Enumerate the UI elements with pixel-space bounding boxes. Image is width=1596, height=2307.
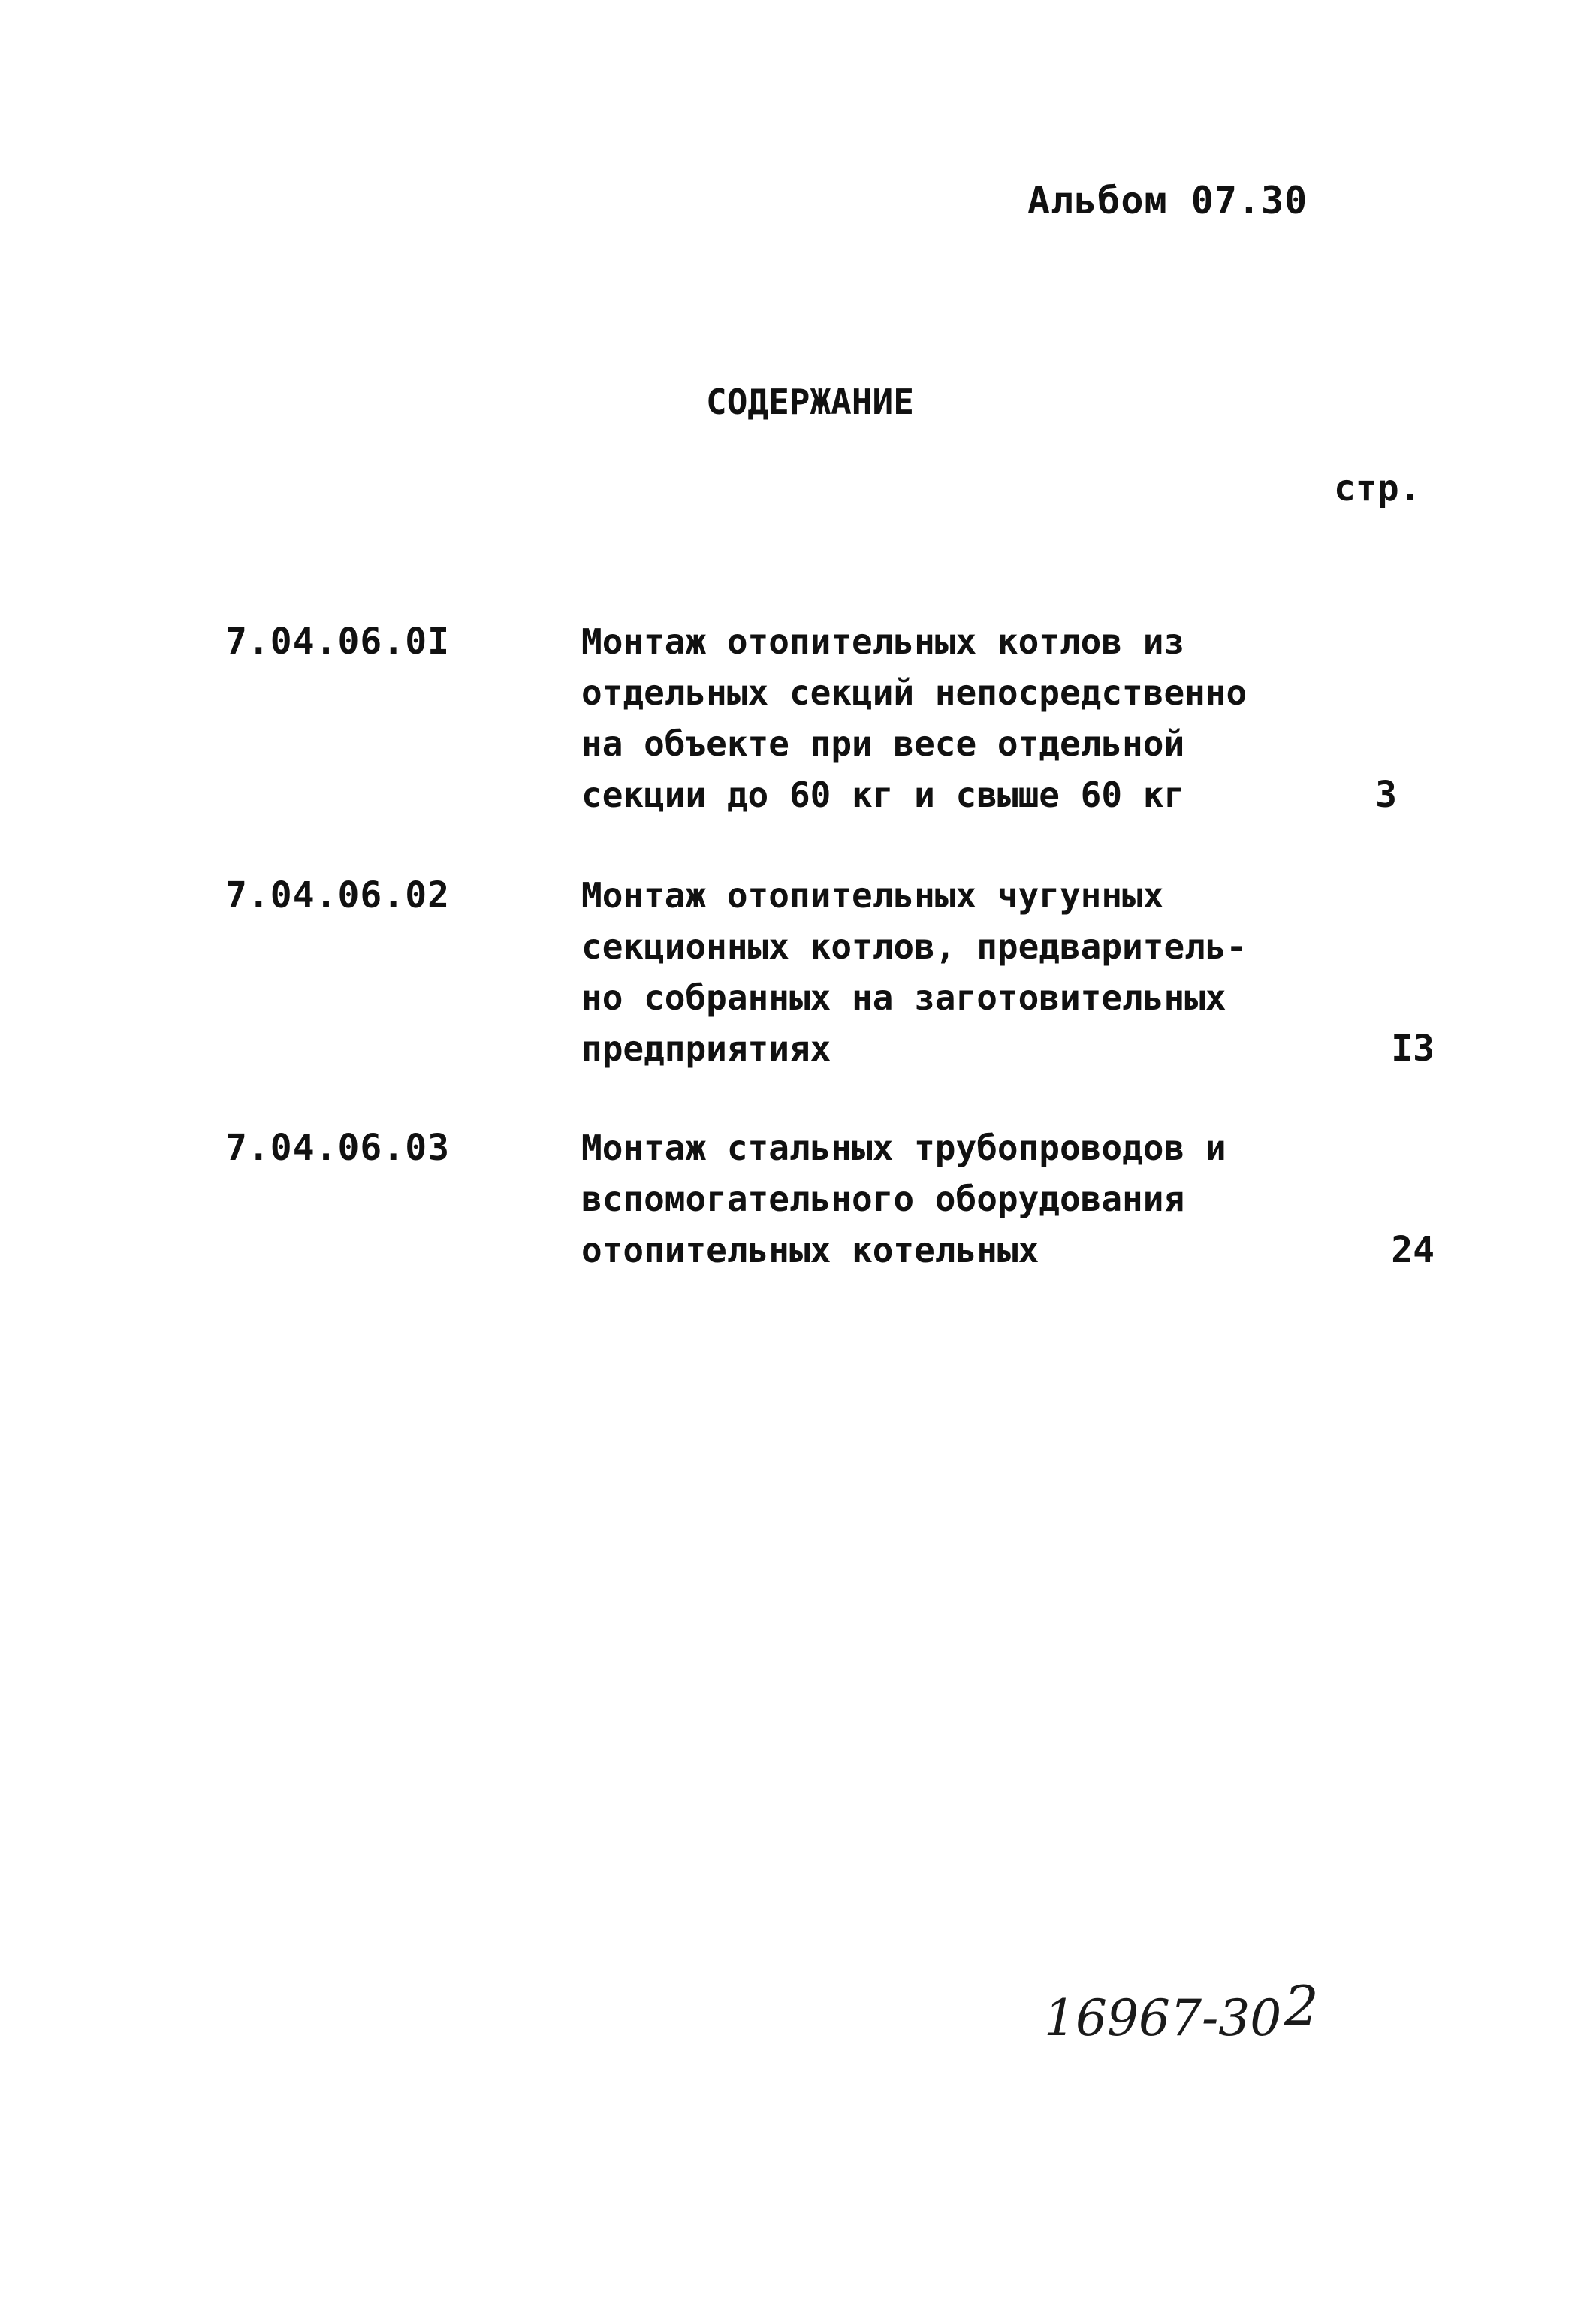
entry-title-line: но собранных на заготовительных: [581, 977, 1226, 1018]
entry-title: [581, 1122, 1340, 1276]
entry-title-line: на объекте при весе отдельной: [581, 723, 1185, 764]
entry-title-line: вспомогательного оборудования: [581, 1179, 1185, 1219]
entry-title-line: секционных котлов, предваритель-: [581, 926, 1248, 967]
entry-page-number: 3: [1375, 774, 1397, 816]
entry-title-line: Монтаж отопительных чугунных: [581, 875, 1164, 916]
entry-title-line: отдельных секций непосредственно: [581, 672, 1248, 713]
entry-title-line: секции до 60 кг и свыше 60 кг: [581, 775, 1185, 815]
entry-code: 7.04.06.03: [225, 1127, 450, 1169]
entry-code: 7.04.06.0I: [225, 621, 450, 663]
entry-title-line: Монтаж стальных трубопроводов и: [581, 1128, 1226, 1168]
entry-title-line: Монтаж отопительных котлов из: [581, 621, 1185, 662]
album-label: Альбом 07.30: [1027, 179, 1308, 222]
entry-code: 7.04.06.02: [225, 874, 450, 916]
page-title: СОДЕРЖАНИЕ: [706, 382, 914, 422]
handwritten-sheet-number: 2: [1284, 1974, 1319, 2037]
page-column-label: стр.: [1334, 467, 1421, 509]
entry-page-number: 24: [1391, 1229, 1435, 1271]
entry-title-line: отопительных котельных: [581, 1230, 1039, 1270]
entry-title-line: предприятиях: [581, 1028, 831, 1069]
entry-page-number: I3: [1391, 1028, 1435, 1070]
entry-title: [581, 870, 1340, 1074]
handwritten-document-code: 16967-30: [1044, 1989, 1282, 2047]
entry-title: [581, 616, 1340, 820]
